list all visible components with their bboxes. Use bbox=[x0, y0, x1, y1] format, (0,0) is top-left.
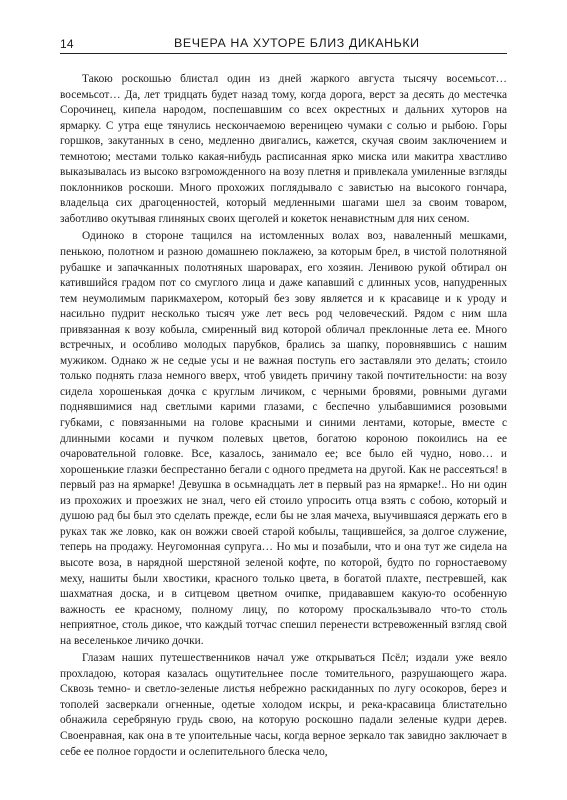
paragraph-2: Одиноко в стороне тащился на истомленных волах воз, наваленный мешками, пенькою, полотном и разною домашнею поклажею, за которым брел, в чистой полотняной рубашке и запачканных полотняных шароварах, его хозяин. Ленивою рукой обтирал он катившийся градом пот со смуглого лица и даже капавший с длинных усов, напудренных тем неумолимым парикмахером, который без зову является и к красавице и к уроду и насильно пудрит несколько тысяч уже лет весь род человеческий. Рядом с ним шла привязанная к возу кобыла, смиренный вид которой обличал преклонные лета ее. Много встречных, и особливо молодых парубков, брались за шапку, поровнявшись с нашим мужиком. Однако ж не седые усы и не важная поступь его заставляли это делать; стоило только поднять глаза немного вверх, чтоб увидеть причину такой почтительности: на возу сидела хорошенькая дочка с круглым личиком, с черными бровями, ровными дугами поднявшимися над светлыми карими глазами, с беспечно улыбавшимися розовыми губками, с повязанными на голове красными и синими лентами, которые, вместе с длинными косами и пучком полевых цветов, богатою короною покоились на ее очаровательной головке. Все, казалось, занимало ее; все было ей чудно, ново… и хорошенькие глазки беспрестанно бегали с одного предмета на другой. Как не рассеяться! в первый раз на ярмарке! Девушка в осьмнадцать лет в первый раз на ярмарке!.. Но ни один из прохожих и проезжих не знал, чего ей стоило упросить отца взять с собою, который и душою рад бы был это сделать прежде, если бы не злая мачеха, выучившаяся держать его в руках так же ловко, как он вожжи своей старой кобылы, тащившейся, за долгое служение, теперь на продажу. Неугомонная супруга… Но мы и позабыли, что и она тут же сидела на высоте воза, в нарядной шерстяной зеленой кофте, по которой, будто по горностаевому меху, нашиты были хвостики, красного только цвета, в богатой плахте, пестревшей, как шахматная доска, и в ситцевом цветном очипке, придававшем какую-то особенную важность ее красному, полному лицу, по которому проскальзывало что-то столь неприятное, столь дикое, что каждый тотчас спешил перенести встревоженный взгляд свой на веселенькое личико дочки. bbox=[60, 230, 507, 647]
running-title: ВЕЧЕРА НА ХУТОРЕ БЛИЗ ДИКАНЬКИ bbox=[174, 36, 420, 50]
page-number: 14 bbox=[60, 37, 74, 51]
paragraph-3: Глазам наших путешественников начал уже открываться Псёл; издали уже веяло прохладою, которая казалась ощутительнее после томительного, разрушающего жара. Сквозь темно- и светло-зеленые листья небрежно раскиданных по лугу осокоров, берез и тополей засверкали огненные, одетые холодом искры, и река-красавица блистательно обнажила серебряную грудь свою, на которую роскошно падали зеленые кудри дерев. Своенравная, как она в те упоительные часы, когда верное зеркало так завидно заключает в себе ее полное гордости и ослепительного блеска чело, bbox=[60, 652, 507, 758]
paragraph-1: Такою роскошью блистал один из дней жаркого августа тысячу восемьсот… восемьсот… Да, лет тридцать будет назад тому, когда дорога, верст за десять до местечка Сорочинец, кипела народом, поспешавшим со всех окрестных и дальних хуторов на ярмарку. С утра еще тянулись нескончаемою вереницею чумаки с солью и рыбою. Горы горшков, закутанных в сено, медленно двигались, кажется, скучая своим заключением и темнотою; местами только какая-нибудь расписанная ярко миска или макитра хвастливо выказывалась из высоко взгроможденного на возу плетня и привлекала умиленные взгляды поклонников роскоши. Много прохожих поглядывало с завистью на высокого гончара, владельца сих драгоценностей, который медленными шагами шел за своим товаром, заботливо окутывая глиняных своих щеголей и кокеток ненавистным для них сеном. bbox=[60, 73, 507, 225]
main-text bbox=[60, 72, 507, 762]
running-head bbox=[60, 33, 507, 54]
